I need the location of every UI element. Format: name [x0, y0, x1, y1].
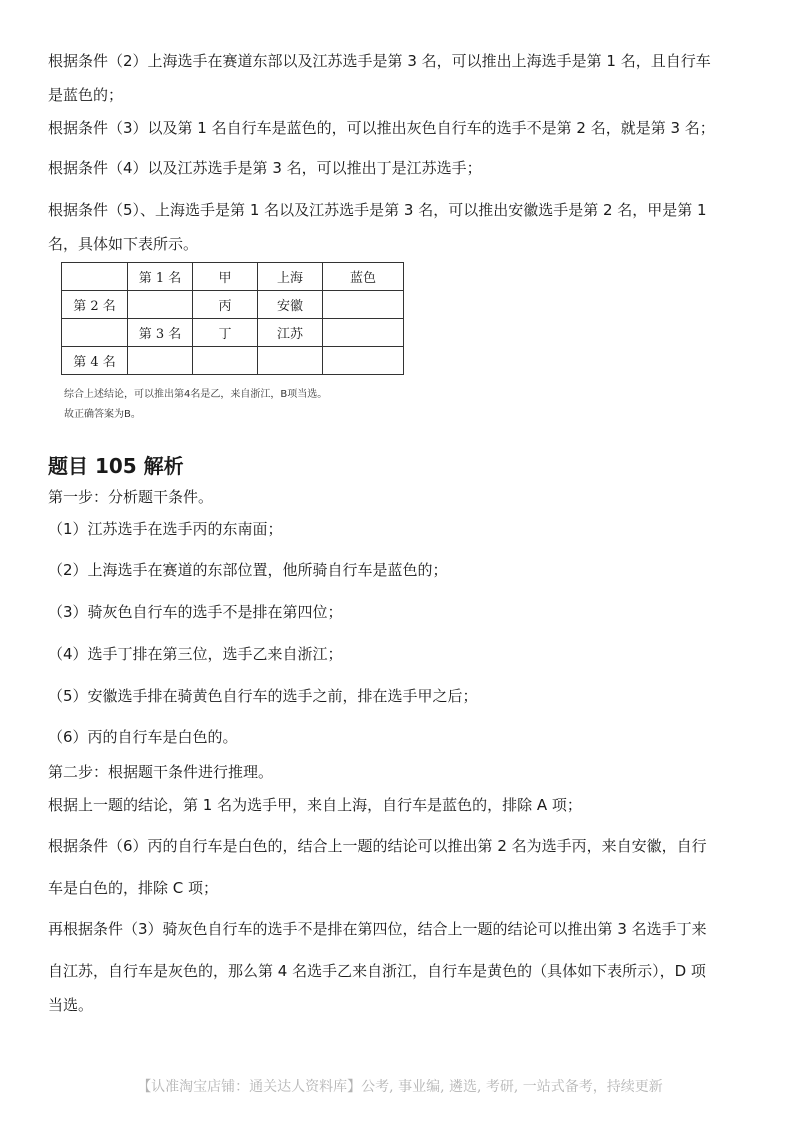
- table-cell: 江苏: [258, 319, 323, 347]
- paragraph-line: 根据条件（3）以及第 1 名自行车是蓝色的，可以推出灰色自行车的选手不是第 2 名，就是第 3 名；: [48, 119, 715, 137]
- analysis-line: （4）选手丁排在第三位，选手乙来自浙江；: [48, 645, 343, 663]
- table-cell: [323, 319, 404, 347]
- table-cell: 甲: [193, 263, 258, 291]
- table-cell: [193, 347, 258, 375]
- table-cell: [128, 291, 193, 319]
- table-note: 综合上述结论，可以推出第4名是乙，来自浙江，B项当选。: [64, 389, 328, 400]
- analysis-line: 当选。: [48, 996, 94, 1014]
- footer-watermark: 【认准淘宝店铺：通关达人资料库】公考, 事业编, 遴选, 考研, 一站式备考，持续更新: [137, 1079, 663, 1095]
- table-cell: 丁: [193, 319, 258, 347]
- ranking-table: [61, 262, 404, 375]
- table-cell: 第 2 名: [62, 291, 128, 319]
- table-cell: [323, 347, 404, 375]
- analysis-line: （1）江苏选手在选手丙的东南面；: [48, 520, 283, 538]
- table-row: [62, 291, 404, 319]
- table-cell: 丙: [193, 291, 258, 319]
- paragraph-line: 根据条件（2）上海选手在赛道东部以及江苏选手是第 3 名，可以推出上海选手是第 1 名，且自行车: [48, 52, 711, 70]
- analysis-line: （3）骑灰色自行车的选手不是排在第四位；: [48, 603, 343, 621]
- analysis-line: 第二步：根据题干条件进行推理。: [48, 763, 274, 781]
- table-cell: 第 4 名: [62, 347, 128, 375]
- analysis-line: 根据条件（6）丙的自行车是白色的，结合上一题的结论可以推出第 2 名为选手丙，来自安徽，自行: [48, 837, 707, 855]
- table-cell: [62, 263, 128, 291]
- table-cell: 安徽: [258, 291, 323, 319]
- table-cell: [62, 319, 128, 347]
- analysis-line: 自江苏，自行车是灰色的，那么第 4 名选手乙来自浙江，自行车是黄色的（具体如下表所示），D 项: [48, 962, 706, 980]
- analysis-line: （5）安徽选手排在骑黄色自行车的选手之前，排在选手甲之后；: [48, 687, 478, 705]
- table-row: [62, 347, 404, 375]
- table-cell: 上海: [258, 263, 323, 291]
- section-title: 题目 105 解析: [48, 454, 184, 478]
- table-row: [62, 319, 404, 347]
- analysis-line: 再根据条件（3）骑灰色自行车的选手不是排在第四位，结合上一题的结论可以推出第 3 名选手丁来: [48, 920, 707, 938]
- analysis-line: 车是白色的，排除 C 项；: [48, 879, 219, 897]
- table-cell: [258, 347, 323, 375]
- table-note: 故正确答案为B。: [64, 409, 141, 420]
- analysis-line: （2）上海选手在赛道的东部位置，他所骑自行车是蓝色的；: [48, 561, 448, 579]
- paragraph-line: 是蓝色的；: [48, 86, 124, 104]
- paragraph-line: 根据条件（5）、上海选手是第 1 名以及江苏选手是第 3 名，可以推出安徽选手是第 2 名，甲是第 1: [48, 201, 707, 219]
- analysis-line: （6）丙的自行车是白色的。: [48, 728, 238, 746]
- analysis-line: 第一步：分析题干条件。: [48, 488, 214, 506]
- paragraph-line: 名，具体如下表所示。: [48, 235, 199, 253]
- analysis-line: 根据上一题的结论，第 1 名为选手甲，来自上海，自行车是蓝色的，排除 A 项；: [48, 796, 582, 814]
- paragraph-line: 根据条件（4）以及江苏选手是第 3 名，可以推出丁是江苏选手；: [48, 159, 482, 177]
- table-cell: [323, 291, 404, 319]
- table-row: [62, 263, 404, 291]
- table-cell: 第 1 名: [128, 263, 193, 291]
- table-cell: 第 3 名: [128, 319, 193, 347]
- table-cell: [128, 347, 193, 375]
- table-cell: 蓝色: [323, 263, 404, 291]
